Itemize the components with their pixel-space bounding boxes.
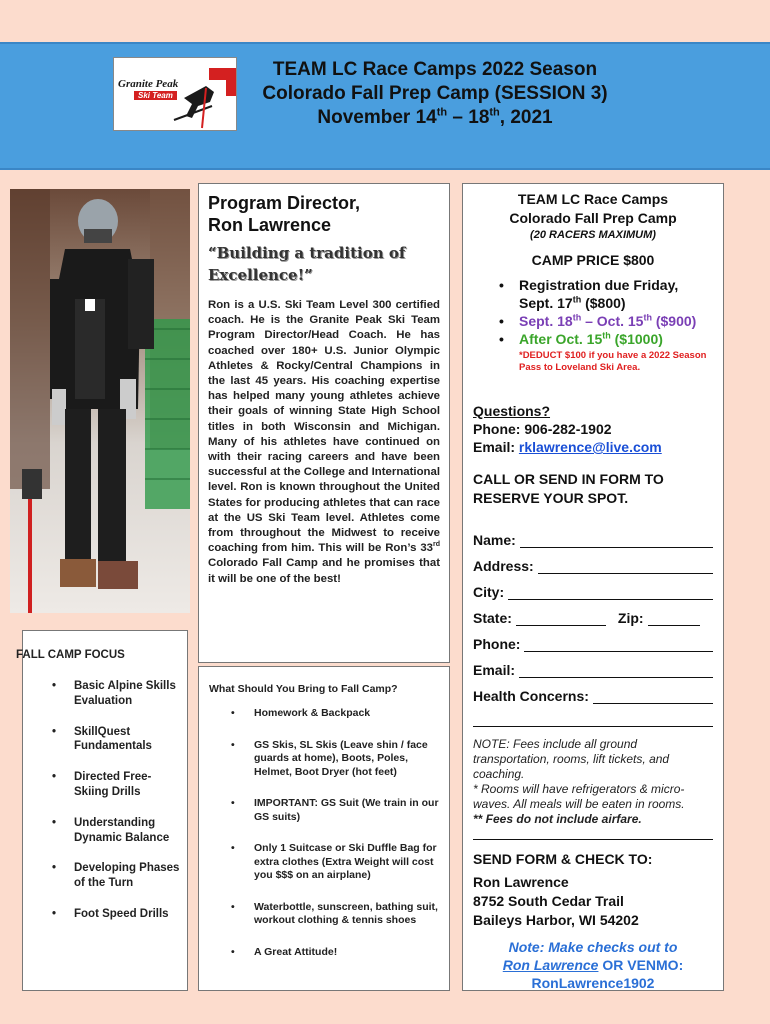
fees-note: NOTE: Fees include all ground transportation, rooms, lift tickets, and coaching. * Rooms will have refrigerators & micro-waves. All meals will be eaten in rooms. ** Fees do not include airfare. [473, 737, 685, 826]
state-zip-field[interactable]: State: Zip: [473, 600, 713, 626]
logo-name: Granite Peak [118, 78, 179, 90]
contact-phone: Phone: 906-282-1902 [473, 421, 612, 437]
list-item: • After Oct. 15th ($1000) [499, 330, 663, 347]
what-to-bring-box [198, 666, 450, 991]
title-line-2: Colorado Fall Prep Camp (SESSION 3) [262, 83, 608, 104]
list-item: • Homework & Backpack [231, 707, 371, 719]
bullet-icon: • [231, 707, 235, 719]
camp-heading: TEAM LC Race Camps Colorado Fall Prep Camp (20 RACERS MAXIMUM) [473, 190, 713, 242]
registration-box [462, 183, 724, 991]
address-field[interactable]: Address: [473, 548, 713, 574]
bullet-icon: • [231, 842, 235, 854]
bullet-icon: • [231, 797, 235, 809]
bring-list [209, 707, 439, 959]
list-item: • Basic Alpine Skills Evaluation [52, 680, 176, 707]
list-item: • Only 1 Suitcase or Ski Duffle Bag for extra clothes (Extra Weight will cost you $$$ on an airplane) [231, 842, 437, 881]
focus-list [30, 679, 180, 922]
page-title [240, 58, 630, 130]
bullet-icon: • [52, 680, 57, 692]
mailing-address: Ron Lawrence 8752 South Cedar Trail Baileys Harbor, WI 54202 [473, 874, 639, 928]
granite-peak-logo [113, 57, 237, 131]
director-bio: Ron is a U.S. Ski Team Level 300 certified coach. He is the Granite Peak Ski Team Program Director/Head Coach. He has coached over 180+ U.S. Junior Olympic Athletes & Rocky/Central Champions in the last 45 years. His coaching expertise has helped many young athletes achieve their goals of winning State High School titles in both Wisconsin and Michigan. Many of his athletes have continued on with their racing careers and have been successful at the College and International level. Ron is known throughout the United States for producing athletes that can race at the US Ski Team level. Athletes come from throughout the Midwest to receive coaching from him. This will be Ron’s 33rd Colorado Fall Camp and he promises that it will be one of the best! [208, 299, 440, 585]
health-field[interactable]: Health Concerns: [473, 678, 713, 704]
program-director-box [198, 183, 450, 663]
send-form-heading: SEND FORM & CHECK TO: [473, 851, 653, 867]
header-banner [0, 42, 770, 170]
call-to-action: CALL OR SEND IN FORM TO RESERVE YOUR SPOT. [473, 471, 664, 506]
bullet-icon: • [231, 738, 235, 751]
bullet-icon: • [231, 945, 235, 958]
contact-email: Email: rklawrence@live.com [473, 439, 662, 455]
checks-note: Note: Make checks out to Ron Lawrence OR VENMO: RonLawrence1902 [502, 939, 684, 991]
bullet-icon: • [499, 331, 504, 347]
list-item: • Understanding Dynamic Balance [52, 816, 170, 844]
list-item: • Sept. 18th – Oct. 15th ($900) [499, 312, 697, 329]
bullet-icon: • [52, 725, 57, 738]
list-item: • A Great Attitude! [231, 945, 338, 958]
phone-field[interactable]: Phone: [473, 626, 713, 652]
title-line-3: November 14th – 18th, 2021 [317, 106, 553, 128]
divider [473, 726, 713, 727]
racers-max: (20 RACERS MAXIMUM) [530, 229, 656, 241]
bullet-icon: • [52, 816, 57, 829]
skier-photo [10, 189, 190, 613]
bullet-icon: • [231, 900, 235, 913]
bullet-icon: • [52, 862, 57, 875]
name-field[interactable]: Name: [473, 522, 713, 548]
bullet-icon: • [499, 277, 504, 293]
title-line-1: TEAM LC Race Camps 2022 Season [272, 59, 598, 80]
list-item: • Waterbottle, sunscreen, bathing suit, workout clothing & tennis shoes [231, 900, 438, 926]
list-item: • SkillQuest Fundamentals [52, 725, 152, 753]
logo-sub: Ski Team [134, 91, 177, 100]
bullet-icon: • [52, 771, 57, 784]
bullet-icon: • [52, 907, 57, 920]
camp-price: CAMP PRICE $800 [531, 252, 655, 268]
list-item: • Directed Free-Skiing Drills [52, 771, 152, 798]
email-field[interactable]: Email: [473, 652, 713, 678]
list-item: • Developing Phases of the Turn [52, 862, 180, 890]
list-item: • Registration due Friday, Sept. 17th ($800) [499, 277, 679, 311]
bullet-icon: • [499, 313, 504, 329]
list-item: • Foot Speed Drills [52, 907, 169, 920]
list-item: • IMPORTANT: GS Suit (We train in our GS suits) [231, 797, 439, 823]
city-field[interactable]: City: [473, 574, 713, 600]
bring-title: What Should You Bring to Fall Camp? [209, 683, 398, 695]
divider [473, 839, 713, 840]
director-title: Program Director, Ron Lawrence [208, 193, 361, 235]
questions-heading: Questions? [473, 403, 551, 419]
fall-camp-focus-box [16, 630, 188, 991]
focus-title: FALL CAMP FOCUS [16, 649, 125, 661]
registration-deadlines [473, 276, 713, 348]
list-item: • GS Skis, SL Skis (Leave shin / face guards at home), Boots, Poles, Helmet, Boot Dryer (hot feet) [231, 738, 428, 778]
email-link[interactable]: rklawrence@live.com [518, 439, 662, 455]
director-quote: “Building a tradition of Excellence!” [208, 244, 406, 284]
deduct-note: *DEDUCT $100 if you have a 2022 Season Pass to Loveland Ski Area. [519, 350, 707, 373]
